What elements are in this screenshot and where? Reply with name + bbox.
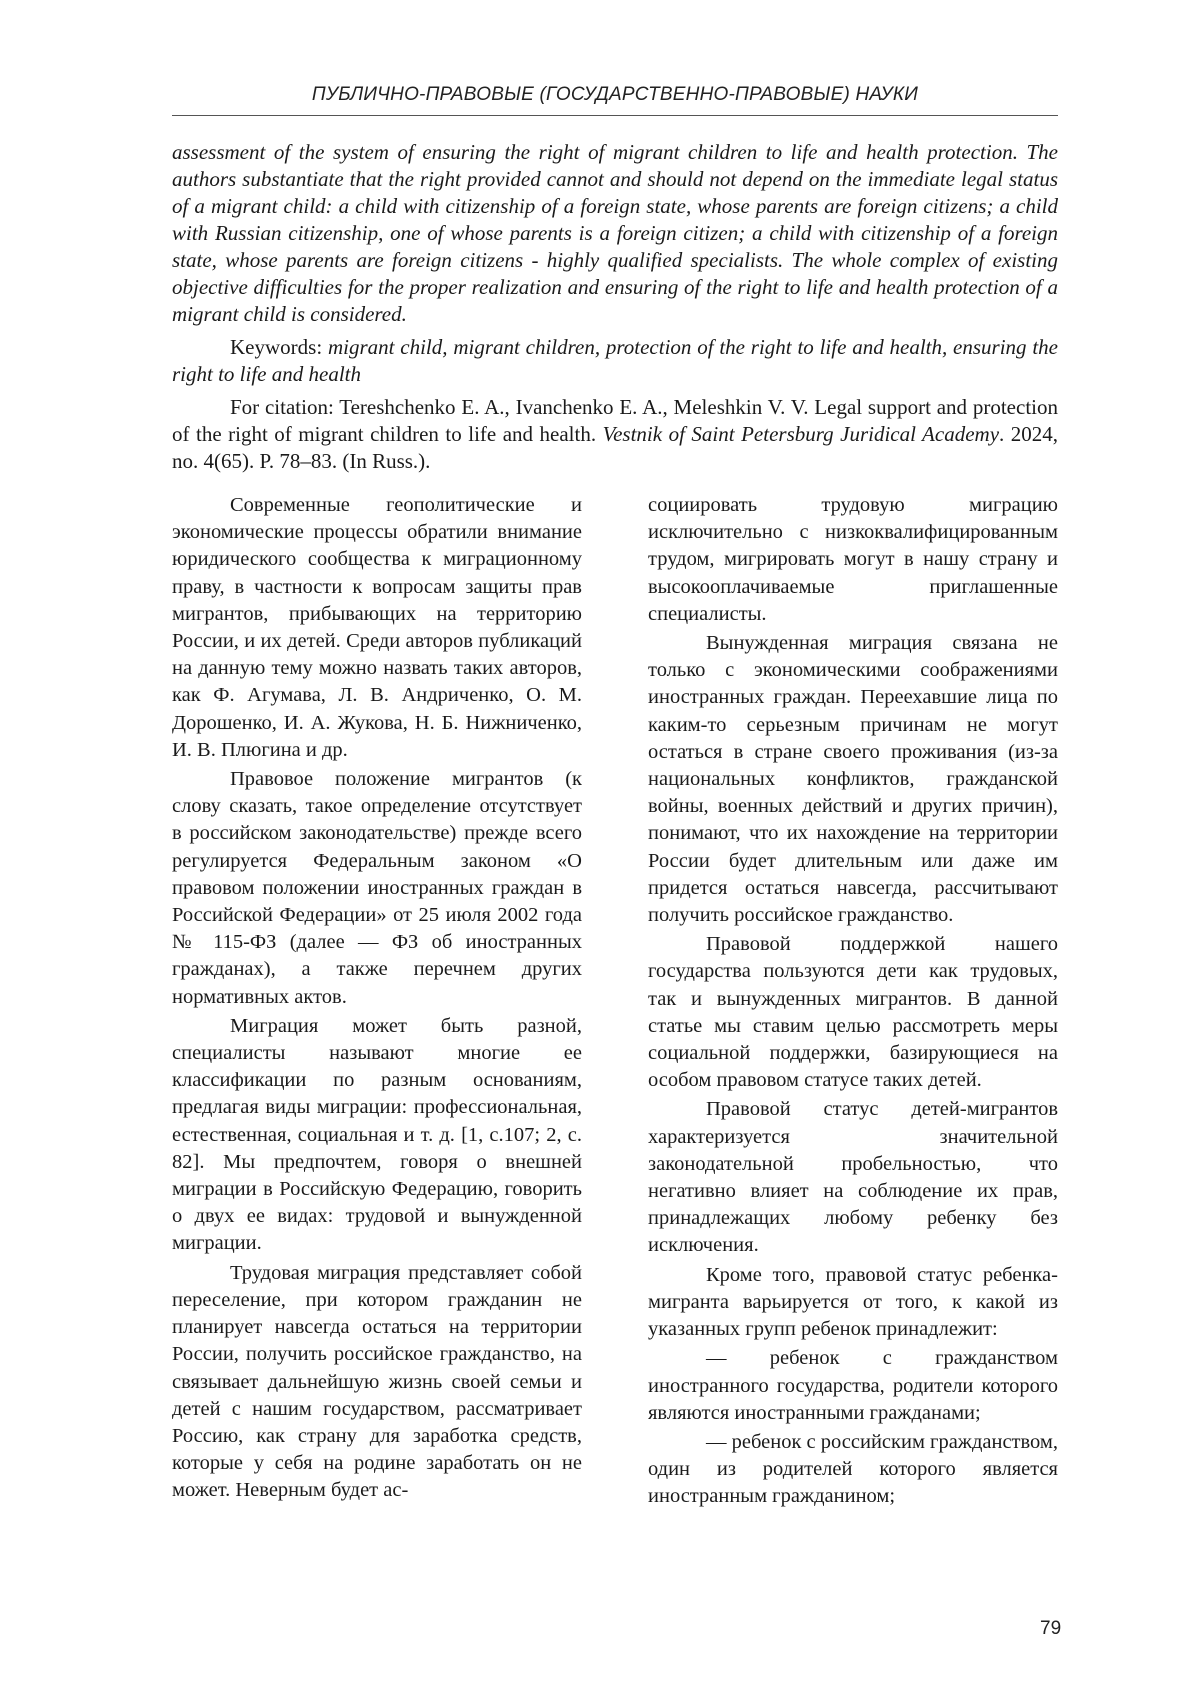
keywords-text: migrant child, migrant children, protection of the right to life and health, ensuring the right to life and health (172, 335, 1059, 386)
keywords-label: Keywords: (230, 335, 323, 359)
citation-text: Tereshchenko E. A., Ivanchenko E. A., Meleshkin V. V. Legal support and protection of the right of migrant children to life and health. (172, 395, 1058, 446)
body-paragraph: Современные геополитические и экономические процессы обратили внимание юридического сообщества к миграционному праву, в частности к вопросам защиты прав мигрантов, прибывающих на территорию России, и их детей. Среди авторов публикаций на данную тему можно назвать таких авторов, как Ф. Агумава, Л. В. Андриченко, О. М. Дорошенко, И. А. Жукова, Н. Б. Нижниченко, И. В. Плюгина и др. (172, 494, 582, 761)
right-column (648, 492, 1058, 1513)
body-paragraph: Правовой статус детей-мигрантов характеризуется значительной законодательной пробельностью, что негативно влияет на соблюдение их прав, принадлежащих любому ребенку без исключения. (648, 1098, 1058, 1257)
header-rule (172, 115, 1058, 116)
citation-paragraph (172, 394, 1058, 475)
body-paragraph: Правовое положение мигрантов (к слову сказать, такое определение отсутствует в российском законодательстве) прежде всего регулируется Федеральным законом «О правовом положении иностранных граждан в Российской Федерации» от 25 июля 2002 года № 115-ФЗ (далее — ФЗ об иностранных гражданах), а также перечнем других нормативных актов. (172, 768, 582, 1008)
list-item: — ребенок с гражданством иностранного государства, родители которого являются иностранными гражданами; (648, 1347, 1058, 1424)
body-columns (172, 492, 1058, 1513)
abstract-text: assessment of the system of ensuring the right of migrant children to life and health protection. The authors substantiate that the right provided cannot and should not depend on the immediate legal status of a migrant child: a child with citizenship of a foreign state, whose parents are foreign citizens; a child with Russian citizenship, one of whose parents is a foreign citizen; a child with citizenship of a foreign state, whose parents are foreign citizens - highly qualified specialists. The whole complex of existing objective difficulties for the proper realization and ensuring of the right to life and health protection of a migrant child is considered. (172, 140, 1058, 326)
abstract-block (172, 139, 1058, 475)
body-paragraph: Кроме того, правовой статус ребенка-мигранта варьируется от того, к какой из указанных групп ребенок принадлежит: (648, 1263, 1058, 1341)
citation-tail: . 2024, no. 4(65). P. 78–83. (In Russ.). (172, 422, 1059, 473)
running-head: ПУБЛИЧНО-ПРАВОВЫЕ (ГОСУДАРСТВЕННО-ПРАВОВЫЕ) НАУКИ (311, 84, 919, 105)
citation-label: For citation: (230, 395, 334, 419)
keywords-paragraph (172, 334, 1058, 388)
body-paragraph-continuation: социировать трудовую миграцию исключительно с низкоквалифицированным трудом, мигрировать могут в нашу страну и высокооплачиваемые приглашенные специалисты. (648, 494, 1058, 625)
left-column (172, 492, 582, 1513)
page-number: 79 (1040, 1618, 1062, 1639)
citation-journal: Vestnik of Saint Petersburg Juridical Academy (602, 422, 1000, 446)
body-paragraph: Миграция может быть разной, специалисты называют многие ее классификации по разным основаниям, предлагая виды миграции: профессиональная, естественная, социальная и т. д. [1, с.107; 2, с. 82]. Мы предпочтем, говоря о внешней миграции в Российскую Федерацию, говорить о двух ее видах: трудовой и вынужденной миграции. (172, 1014, 582, 1255)
body-paragraph: Трудовая миграция представляет собой переселение, при котором гражданин не планирует навсегда остаться на территории России, получить российское гражданство, на связывает дальнейшую жизнь своей семьи и детей с нашим государством, рассматривает Россию, как страну для заработка средств, которые у себя на родине заработать он не может. Неверным будет ас- (172, 1261, 582, 1502)
body-paragraph: Правовой поддержкой нашего государства пользуются дети как трудовых, так и вынужденных мигрантов. В данной статье мы ставим целью рассмотреть меры социальной поддержки, базирующиеся на особом правовом статусе таких детей. (648, 933, 1058, 1092)
list-item: — ребенок с российским гражданством, один из родителей которого является иностранным гражданином; (648, 1430, 1059, 1508)
body-paragraph: Вынужденная миграция связана не только с экономическими соображениями иностранных граждан. Переехавшие лица по каким-то серьезным причинам не могут остаться в стране своего проживания (из-за национальных конфликтов, гражданской войны, военных действий и других причин), понимают, что их нахождение на территории России будет длительным или даже им придется остаться навсегда, рассчитывают получить российское гражданство. (648, 632, 1058, 927)
